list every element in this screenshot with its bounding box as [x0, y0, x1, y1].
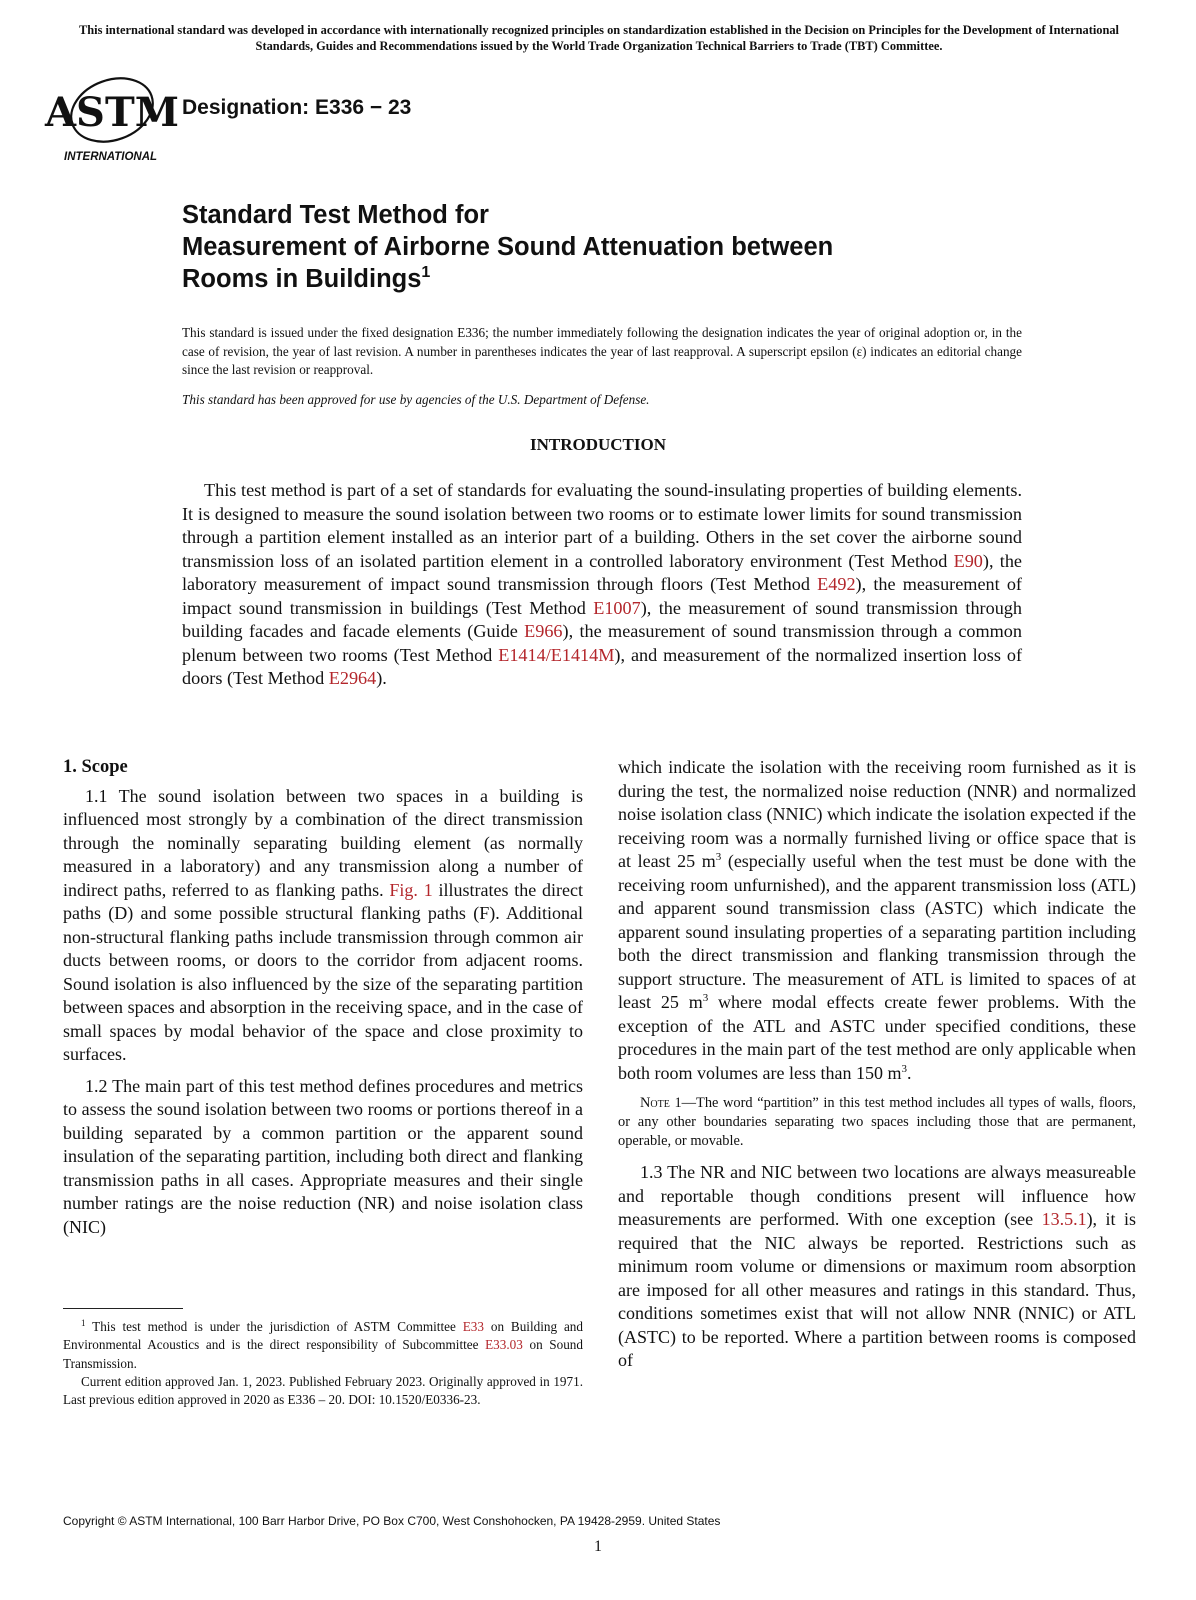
- footnote-1: $^1$ This test method is under the jurisdiction of ASTM Committee E33 on Building and Environmental Acoustics and is the direct responsibility of Subcommittee E33.03 on Sound Transmission. Current edition approved Jan. 1, 2023. Published February 2023. Originally approved in 1971. Last previous edition approved in 2020 as E336 – 20. DOI: 10.1520/E0336-23.: [63, 1318, 583, 1409]
- left-column: [63, 756, 583, 1239]
- link-fig-1[interactable]: Fig. 1: [389, 879, 433, 900]
- note-1: Note 1—The word “partition” in this test method includes all types of walls, floors, or any other boundaries separating two spaces including those that are permanent, operable, or movable.: [618, 1095, 1137, 1149]
- copyright-notice: Copyright © ASTM International, 100 Barr Harbor Drive, PO Box C700, West Conshohocken, PA 19428-2959. United States: [63, 1514, 721, 1528]
- link-e33[interactable]: E33: [462, 1319, 484, 1334]
- link-e2964[interactable]: E2964: [328, 668, 377, 688]
- issuance-notice: This standard is issued under the fixed designation E336; the number immediately following the designation indicates the year of original adoption or, in the case of revision, the year of last revision. A number in parentheses indicates the year of last reapproval. A superscript epsilon (ε) indicates an editorial change since the last revision or reapproval.: [182, 325, 1022, 378]
- logo-tagline: INTERNATIONAL: [64, 151, 158, 163]
- logo-brand: ASTM: [45, 89, 179, 136]
- title-footnote-ref[interactable]: 1: [421, 264, 431, 281]
- title-line-2: Measurement of Airborne Sound Attenuation between: [182, 233, 834, 261]
- dod-notice: This standard has been approved for use by agencies of the U.S. Department of Defense.: [182, 392, 650, 407]
- link-e1414[interactable]: E1414/E1414M: [498, 644, 615, 665]
- note-1-label: Note 1: [640, 1095, 682, 1111]
- section-1-2: 1.2 The main part of this test method defines procedures and metrics to assess the sound isolation between two rooms or portions thereof in a building separated by a common partition or the apparent sound insulation of the separating partition, including both direct and flanking transmission paths in all cases. Appropriate measures and their single number ratings are the noise reduction (NR) and noise isolation class (NIC): [63, 1075, 583, 1237]
- title-line-1: Standard Test Method for: [182, 201, 489, 229]
- section-1-2-continued: which indicate the isolation with the receiving room furnished as it is during the test, the normalized noise reduction (NNR) and normalized noise isolation class (NNIC) which indicate the isolation expected if the receiving room was a normally furnished living or office space that is at least 25 $m^3$ (especially useful when the test must be done with the receiving room unfurnished), and the apparent transmission loss (ATL) and apparent sound transmission class (ASTC) which indicate the apparent sound insulating properties of a separating partition including both the direct transmission and flanking transmission through the support structure. The measurement of ATL is limited to spaces of at least 25 $m^3$ where modal effects create fewer problems. With the exception of the ATL and ASTC under specified conditions, these procedures in the main part of the test method are only applicable when both room volumes are less than 150 $m^3$.: [618, 757, 1136, 1083]
- section-1-1: 1.1 The sound isolation between two spaces in a building is influenced most strongly by a combination of the direct transmission through the nominally separating building element (as normally measured in a laboratory) and any transmission along a number of indirect paths, referred to as flanking paths. Fig. 1 illustrates the direct paths (D) and some possible structural flanking paths (F). Additional non-structural flanking paths include transmission through common air ducts between rooms, or doors to the corridor from adjacent rooms. Sound isolation is also influenced by the size of the separating partition between spaces and absorption in the receiving space, and in the case of small spaces by modal behavior of the space and close proximity to surfaces.: [63, 785, 584, 1064]
- link-e966[interactable]: E966: [524, 621, 563, 641]
- link-e90[interactable]: E90: [953, 550, 983, 571]
- document-title: [182, 199, 1082, 295]
- link-e33-03[interactable]: E33.03: [485, 1337, 523, 1353]
- astm-logo-icon: [45, 72, 179, 164]
- link-e1007[interactable]: E1007: [593, 597, 641, 618]
- title-line-3: Rooms in Buildings: [182, 265, 422, 293]
- page-number: 1: [594, 1538, 602, 1555]
- tbt-notice: This international standard was developed in accordance with internationally recognized principles on standardization established in the Decision on Principles for the Development of International Standards, Guides and Recommendations issued by the World Trade Organization Technical Barriers to Trade (TBT) Committee.: [78, 23, 1120, 53]
- introduction-text: This test method is part of a set of standards for evaluating the sound-insulating properties of building elements. It is designed to measure the sound isolation between two rooms or to estimate lower limits for sound transmission through a partition element installed as an interior part of a building. Others in the set cover the airborne sound transmission loss of an isolated partition element in a controlled laboratory environment (Test Method E90), the laboratory measurement of impact sound transmission through floors (Test Method E492), the measurement of impact sound transmission in buildings (Test Method E1007), the measurement of sound transmission through building facades and facade elements (Guide E966), the measurement of sound transmission through a common plenum between two rooms (Test Method E1414/E1414M), and measurement of the normalized insertion loss of doors (Test Method E2964).: [182, 480, 1022, 688]
- scope-heading: 1. Scope: [63, 757, 128, 777]
- link-e492[interactable]: E492: [817, 574, 856, 594]
- link-13-5-1[interactable]: 13.5.1: [1041, 1209, 1087, 1229]
- designation: Designation: E336 − 23: [182, 96, 412, 119]
- introduction-heading: INTRODUCTION: [529, 435, 667, 454]
- section-1-3: 1.3 The NR and NIC between two locations are always measureable and reportable though conditions present will influence how measurements are performed. With one exception (see 13.5.1), it is required that the NIC always be reported. Restrictions such as minimum room volume or dimensions or maximum room absorption are imposed for all other measures and ratings in this standard. Thus, conditions sometimes exist that will not allow NNR (NNIC) or ATL (ASTC) to be reported. Where a partition between rooms is composed of: [618, 1162, 1136, 1370]
- footnote-divider: [63, 1308, 183, 1309]
- right-column: [618, 756, 1136, 1373]
- footnote-edition: Current edition approved Jan. 1, 2023. Published February 2023. Originally approved in 1971. Last previous edition approved in 2020 as E336 – 20. DOI: 10.1520/E0336-23.: [63, 1373, 583, 1408]
